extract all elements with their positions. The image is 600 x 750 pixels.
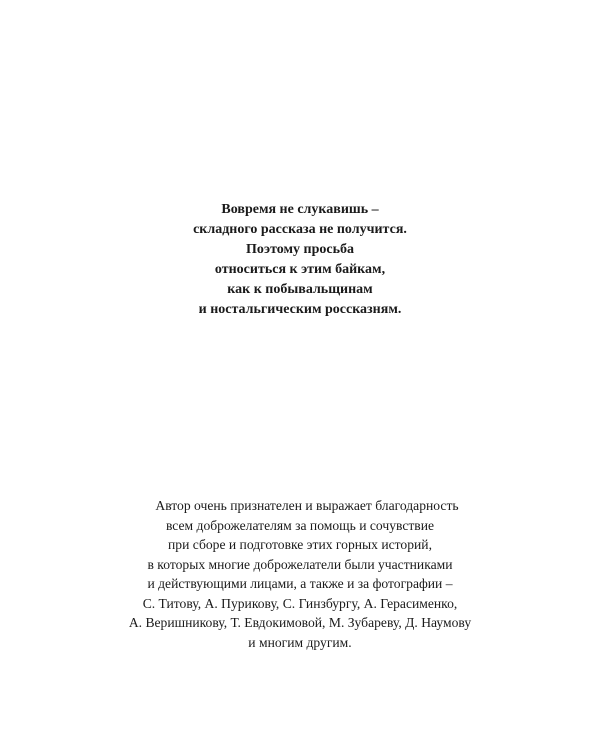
acknowledgment-line: А. Веришникову, Т. Евдокимовой, М. Зубареву, Д. Наумову: [128, 615, 472, 630]
acknowledgment-line: при сборе и подготовке этих горных историй,: [168, 537, 432, 552]
acknowledgment-line: Автор очень признателен и выражает благодарность: [155, 498, 459, 513]
acknowledgment-line: и действующими лицами, а также и за фотографии –: [147, 576, 453, 591]
epigraph-line: складного рассказа не получится.: [193, 222, 407, 237]
epigraph-line: и ностальгическим россказням.: [198, 302, 402, 317]
acknowledgment: [0, 496, 600, 652]
epigraph-line: как к побывальщинам: [227, 282, 373, 297]
acknowledgment-line: С. Титову, А. Пурикову, С. Гинзбургу, А. Герасименко,: [142, 595, 458, 611]
epigraph-line: Вовремя не слукавишь –: [221, 202, 379, 217]
acknowledgment-line: и многим другим.: [248, 634, 352, 650]
acknowledgment-line: всем доброжелателям за помощь и сочувствие: [165, 517, 435, 533]
epigraph-line: Поэтому просьба: [245, 242, 355, 257]
epigraph-line: относиться к этим байкам,: [214, 262, 386, 277]
epigraph: [0, 200, 600, 320]
acknowledgment-line: в которых многие доброжелатели были участниками: [147, 556, 453, 572]
